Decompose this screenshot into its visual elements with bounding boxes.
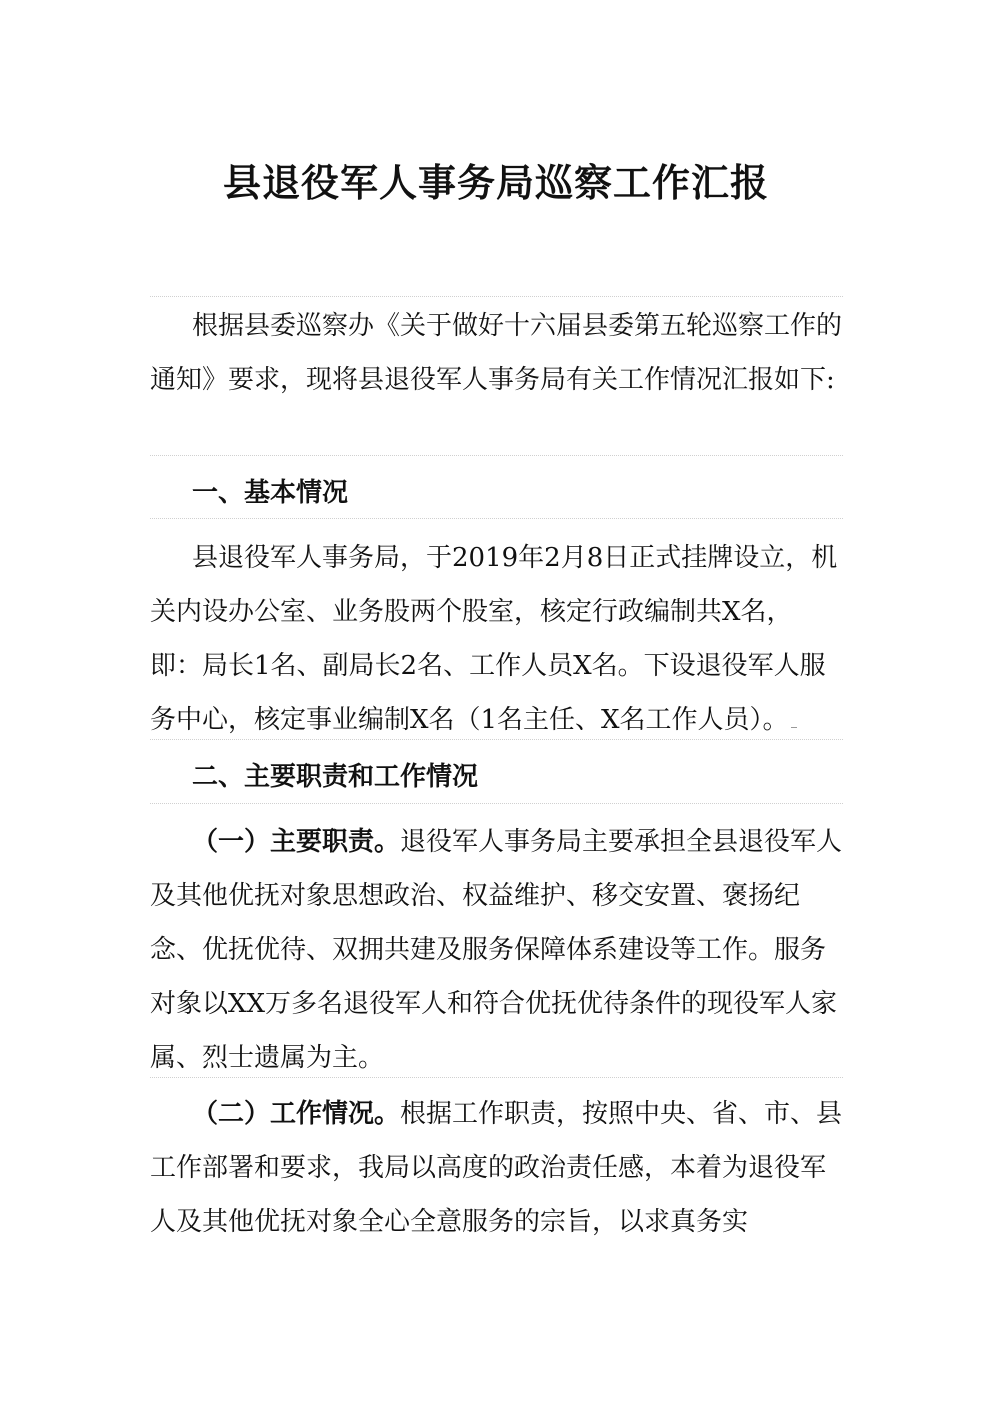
duties-text: 退役军人事务局主要承担全县退役军人及其他优抚对象思想政治、权益维护、移交安置、褒扬纪念、优抚优待、双拥共建及服务保障体系建设等工作。服务对象以XX万多名退役军人和符合优抚优待条件的现役军人家属、烈士遗属为主。 <box>150 827 843 1073</box>
section-heading-basic: 一、基本情况 <box>192 478 349 508</box>
work-lead: （二）工作情况。 <box>192 1099 401 1129</box>
page-title: 县退役军人事务局巡察工作汇报 <box>222 160 769 205</box>
work-text: 根据工作职责，按照中央、省、市、县工作部署和要求，我局以高度的政治责任感，本着为退役军人及其他优抚对象全心全意服务的宗旨，以求真务实 <box>150 1099 843 1237</box>
basic-info-text: 县退役军人事务局，于2019年2月8日正式挂牌设立，机关内设办公室、业务股两个股室，核定行政编制共X名，即：局长1名、副局长2名、工作人员X名。下设退役军人服务中心，核定事业编制X名（1名主任、X名工作人员）。 <box>150 543 838 735</box>
divider <box>150 455 843 456</box>
work-paragraph <box>150 1087 843 1249</box>
duties-lead: （一）主要职责。 <box>192 827 401 857</box>
intro-paragraph: 根据县委巡察办《关于做好十六届县委第五轮巡察工作的通知》要求，现将县退役军人事务局有关工作情况汇报如下: <box>150 311 843 395</box>
divider <box>150 518 843 519</box>
duties-paragraph <box>150 815 843 1077</box>
paragraph-mark <box>791 727 797 728</box>
divider <box>150 1077 843 1078</box>
section-heading-duties: 二、主要职责和工作情况 <box>192 762 479 792</box>
divider <box>150 739 843 740</box>
basic-info-paragraph <box>150 531 843 739</box>
divider <box>150 296 843 297</box>
divider <box>150 803 843 804</box>
